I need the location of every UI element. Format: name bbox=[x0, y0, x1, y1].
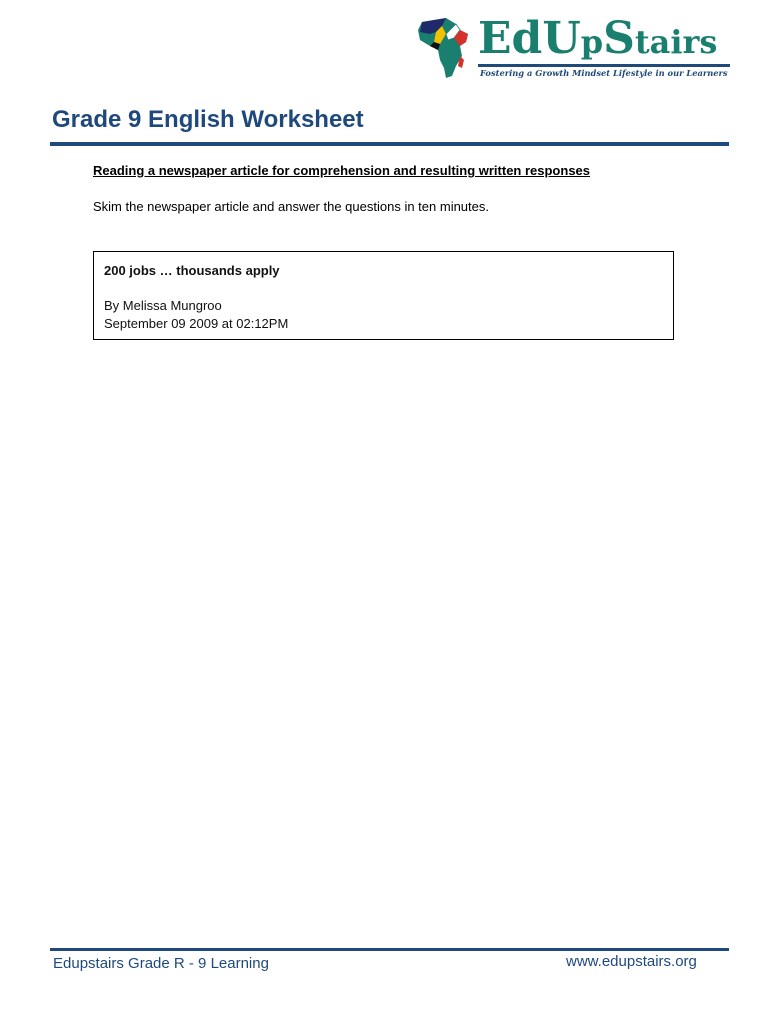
article-author: By Melissa Mungroo bbox=[104, 298, 222, 313]
edupstairs-logo bbox=[416, 14, 732, 82]
article-title: 200 jobs … thousands apply bbox=[104, 263, 280, 278]
instruction-text: Skim the newspaper article and answer the questions in ten minutes. bbox=[93, 199, 489, 214]
logo-tagline: Fostering a Growth Mindset Lifestyle in our Learners bbox=[480, 68, 728, 78]
footer-website-link[interactable]: www.edupstairs.org bbox=[566, 953, 697, 970]
logo-wordmark: EdUpStairs bbox=[478, 13, 718, 64]
page-title: Grade 9 English Worksheet bbox=[52, 106, 364, 133]
article-info-box bbox=[93, 251, 674, 340]
logo-underline bbox=[478, 64, 730, 67]
africa-map-flag-icon bbox=[416, 16, 480, 80]
footer-divider bbox=[50, 948, 729, 951]
footer-brand-text: Edupstairs Grade R - 9 Learning bbox=[53, 955, 269, 972]
article-date: September 09 2009 at 02:12PM bbox=[104, 316, 289, 331]
title-divider bbox=[50, 142, 729, 146]
section-subheading: Reading a newspaper article for comprehension and resulting written responses bbox=[93, 163, 591, 178]
